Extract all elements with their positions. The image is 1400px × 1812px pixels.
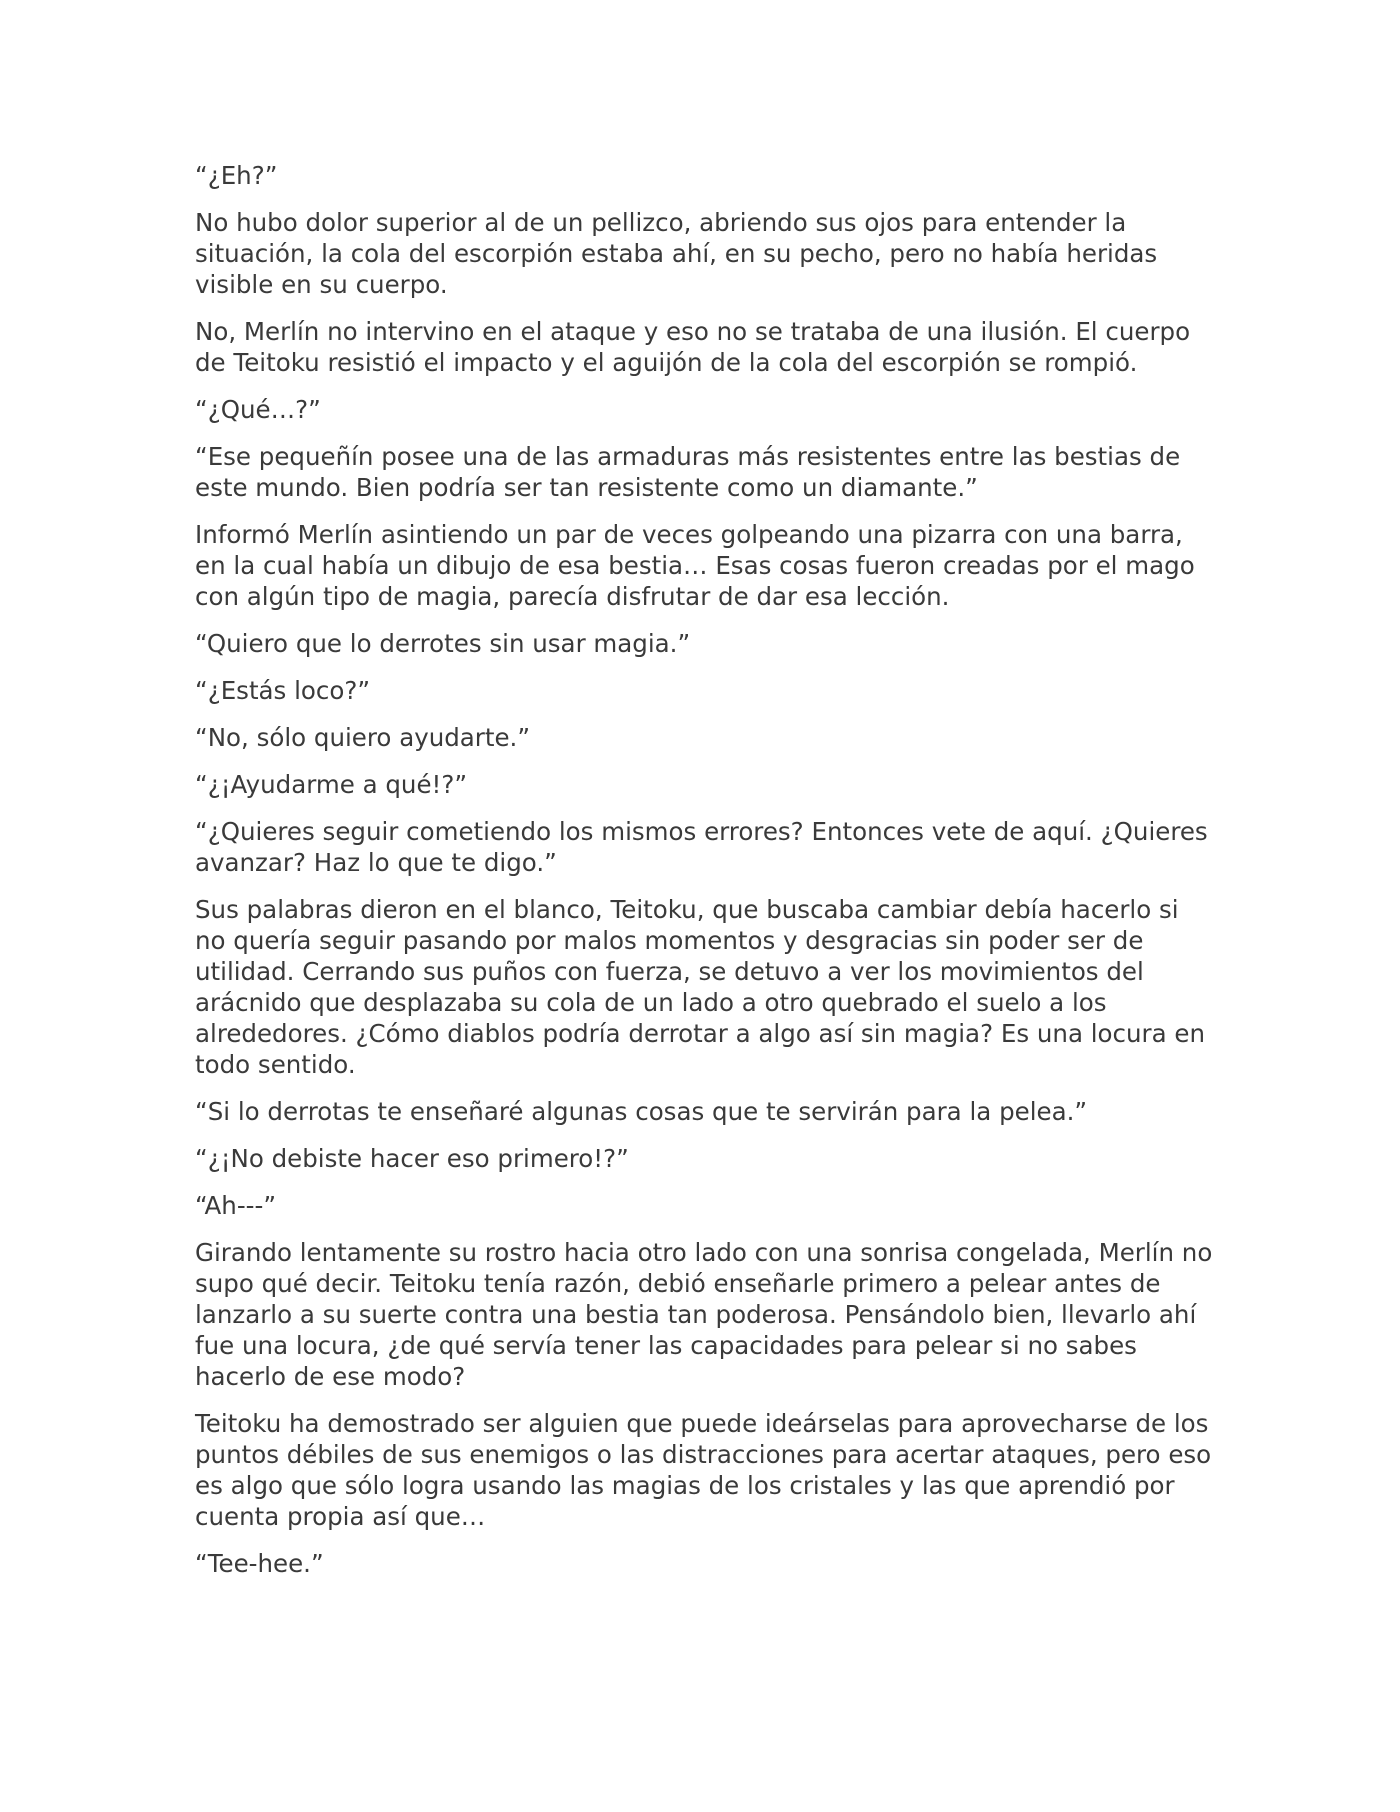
narration-paragraph: No, Merlín no intervino en el ataque y eso no se trataba de una ilusión. El cuerpo de Teitoku resistió el impacto y el aguijón de la cola del escorpión se rompió. — [195, 317, 1191, 377]
dialogue-paragraph: “Ese pequeñín posee una de las armaduras más resistentes entre las bestias de este mundo. Bien podría ser tan resistente como un diamante.” — [195, 442, 1181, 502]
dialogue-paragraph: “¿Qué…?” — [195, 395, 321, 424]
dialogue-paragraph: “Ah---” — [195, 1191, 277, 1220]
dialogue-paragraph: “Tee-hee.” — [195, 1549, 324, 1578]
dialogue-paragraph: “¿¡No debiste hacer eso primero!?” — [195, 1144, 629, 1173]
narration-paragraph: Informó Merlín asintiendo un par de veces golpeando una pizarra con una barra, en la cual había un dibujo de esa bestia… Esas cosas fueron creadas por el mago con algún tipo de magia, parecía disfrutar de dar esa lección. — [195, 520, 1195, 611]
dialogue-paragraph: “Quiero que lo derrotes sin usar magia.” — [195, 629, 691, 658]
narration-paragraph: Teitoku ha demostrado ser alguien que puede ideárselas para aprovecharse de los puntos débiles de sus enemigos o las distracciones para acertar ataques, pero eso es algo que sólo logra usando las magias de los cristales y las que aprendió por cuenta propia así que… — [195, 1409, 1212, 1531]
dialogue-paragraph: “¿¡Ayudarme a qué!?” — [195, 770, 468, 799]
dialogue-paragraph: “¿Eh?” — [195, 161, 278, 190]
document-body — [195, 160, 1215, 1595]
dialogue-paragraph: “¿Quieres seguir cometiendo los mismos errores? Entonces vete de aquí. ¿Quieres avanzar? Haz lo que te digo.” — [195, 817, 1208, 877]
dialogue-paragraph: “¿Estás loco?” — [195, 676, 371, 705]
narration-paragraph: Sus palabras dieron en el blanco, Teitoku, que buscaba cambiar debía hacerlo si no quería seguir pasando por malos momentos y desgracias sin poder ser de utilidad. Cerrando sus puños con fuerza, se detuvo a ver los movimientos del arácnido que desplazaba su cola de un lado a otro quebrado el suelo a los alrededores. ¿Cómo diablos podría derrotar a algo así sin magia? Es una locura en todo sentido. — [195, 895, 1206, 1079]
dialogue-paragraph: “Si lo derrotas te enseñaré algunas cosas que te servirán para la pelea.” — [195, 1097, 1088, 1126]
narration-paragraph: Girando lentamente su rostro hacia otro lado con una sonrisa congelada, Merlín no supo qué decir. Teitoku tenía razón, debió enseñarle primero a pelear antes de lanzarlo a su suerte contra una bestia tan poderosa. Pensándolo bien, llevarlo ahí fue una locura, ¿de qué servía tener las capacidades para pelear si no sabes hacerlo de ese modo? — [195, 1238, 1213, 1391]
dialogue-paragraph: “No, sólo quiero ayudarte.” — [195, 723, 531, 752]
narration-paragraph: No hubo dolor superior al de un pellizco, abriendo sus ojos para entender la situación, la cola del escorpión estaba ahí, en su pecho, pero no había heridas visible en su cuerpo. — [195, 208, 1158, 299]
